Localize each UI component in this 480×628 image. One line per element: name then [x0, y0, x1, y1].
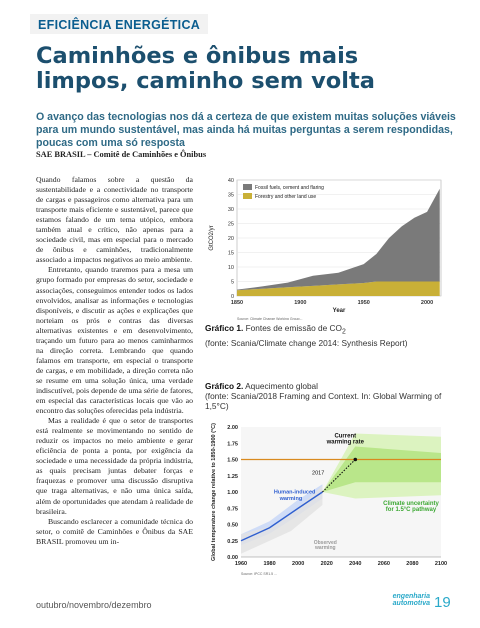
annotation-uncertainty: Climate uncertainty — [383, 501, 439, 507]
legend-swatch — [243, 184, 252, 190]
figure1-title: Fontes de emissão de CO — [245, 323, 342, 333]
issue-date: outubro/novembro/dezembro — [36, 600, 152, 610]
y-tick-label: 30 — [227, 207, 234, 213]
magazine-logo — [382, 593, 430, 607]
y-tick-label: 1.00 — [227, 490, 238, 496]
x-tick-label: 2000 — [292, 561, 305, 567]
y-tick-label: 35 — [227, 192, 234, 199]
y-tick-label: 0.75 — [227, 506, 238, 513]
x-tick-label: 2080 — [406, 561, 419, 567]
figure1-source: (fonte: Scania/Climate change 2014: Synthesis Report) — [205, 337, 408, 348]
y-tick-label: 40 — [227, 178, 234, 184]
y-tick-label: 0.50 — [227, 522, 238, 529]
y-tick-label: 15 — [227, 250, 234, 257]
x-axis-label: Year — [332, 308, 346, 314]
article-byline: SAE BRASIL – Comitê de Caminhões e Ônibus — [36, 150, 207, 159]
figure1-caption — [205, 323, 445, 348]
x-tick-label: 1960 — [234, 561, 248, 567]
y-tick-label: 2.00 — [227, 425, 238, 431]
article-title: Caminhões e ônibus mais limpos, caminho sem volta — [36, 43, 375, 94]
body-paragraph: Quando falamos sobre a questão da sustentabilidade e a conectividade no transporte de cargas e passageiros como alternativa para um transporte mais eficiente e sustentável, parece que estamos falando de um tema utópico, embora também atual e crítico, não apenas para a sociedade civil, mas em especial para o mercado de ônibus e caminhões, tradicionalmente associado a impactos negativos ao meio ambiente. — [36, 175, 193, 265]
legend-label: Forestry and other land use — [255, 194, 317, 200]
annotation-observed: Observed — [313, 540, 337, 546]
x-tick-label: 1950 — [357, 300, 370, 306]
source-note: Source: Climate Change Working Group... — [237, 317, 303, 320]
emissions-chart — [203, 174, 447, 320]
logo-line2: automotiva — [392, 600, 430, 607]
y-tick-label: 5 — [230, 279, 234, 286]
y-tick-label: 1.25 — [227, 473, 238, 480]
annotation-observed-2: warming — [315, 545, 336, 552]
body-paragraph: Mas a realidade é que o setor de transportes está realmente se movimentando no sentido de reduzir os impactos no meio ambiente e gerar eficiência de ponta a ponta, por exigência da sociedade e uma necessidade da própria indústria, as quais precisam juntas debater forças e fraquezas e promover uma discussão disruptiva que traga alternativas, e não uma única saída, além de oportunidades que atendam à realidade de brasileira. — [36, 416, 193, 516]
figure1-title-subscript: 2 — [341, 328, 346, 336]
article-body — [36, 175, 193, 547]
body-paragraph: Buscando esclarecer a comunidade técnica do setor, o comitê de Caminhões e Ônibus da SAE BRASIL promoveu um in- — [36, 516, 193, 546]
legend-label: Fossil fuels, cement and flaring — [255, 185, 324, 191]
logo-line1: engenharia — [392, 593, 430, 600]
figure2-caption — [205, 381, 445, 412]
y-tick-label: 0.25 — [227, 538, 238, 545]
x-tick-label: 1980 — [263, 561, 276, 567]
article-lead: O avanço das tecnologias nos dá a certeza de que existem muitas soluções viáveis para um mundo sustentável, mas ainda há muitas perguntas a serem respondidas, poucas com uma só resposta — [36, 111, 456, 149]
y-axis-label: GtCO2/yr — [209, 225, 215, 251]
y-tick-label: 1.75 — [227, 441, 238, 448]
legend-swatch — [243, 193, 252, 199]
y-tick-label: 1.50 — [227, 457, 238, 464]
y-axis-label: Global temperature change relative to 1850-1900 (°C) — [211, 423, 217, 561]
annotation-2017: 2017 — [312, 470, 325, 477]
y-tick-label: 0 — [230, 294, 234, 300]
x-tick-label: 2000 — [420, 300, 434, 306]
x-tick-label: 1900 — [294, 300, 307, 306]
annotation-human-induced-2: warming — [279, 495, 303, 502]
warming-chart — [205, 417, 447, 583]
x-tick-label: 2100 — [434, 561, 447, 567]
figure2-source: (fonte: Scania/2018 Framing and Context. In: Global Warming of 1,5°C) — [205, 391, 442, 412]
x-tick-label: 2020 — [320, 561, 333, 567]
body-paragraph: Entretanto, quando traremos para a mesa um grupo formado por empresas do setor, sociedade e associações, conseguimos entender todos os lados envolvidos, analisar as informações e tecnologias disponíveis, e discutir as ações e explicações que norteiam os prós e contras das diversas alternativas existentes e em desenvolvimento, traçando um futuro para ao menos caminharmos na direção correta. Lembrando que quando falamos em transporte, em especial o transporte de cargas, e em mobilidade, a direção correta não se resume em uma solução única, uma verdade indiscutível, pois depende de uma série de fatores, em especial das características locais que vão ao encontro das soluções oferecidas pela indústria. — [36, 265, 193, 416]
page-number: 19 — [434, 594, 451, 611]
annotation-current-rate-2: warming rate — [326, 439, 364, 446]
figure2-title: Aquecimento global — [245, 381, 319, 391]
x-tick-label: 2040 — [349, 561, 362, 567]
section-title: EFICIÊNCIA ENERGÉTICA — [38, 18, 201, 32]
y-tick-label: 0.00 — [227, 555, 238, 561]
figure1-label: Gráfico 1. — [205, 323, 244, 333]
section-tag — [30, 14, 208, 34]
projection-point — [353, 458, 357, 462]
annotation-current-rate: Current — [334, 433, 357, 440]
annotation-human-induced: Human-induced — [273, 489, 316, 496]
y-tick-label: 10 — [227, 265, 234, 271]
figure2-label: Gráfico 2. — [205, 381, 244, 391]
source-note: Source: IPCC SR1.5 ... — [241, 572, 277, 576]
y-tick-label: 25 — [227, 221, 234, 228]
x-tick-label: 1850 — [230, 300, 244, 306]
x-tick-label: 2060 — [377, 561, 390, 567]
y-tick-label: 20 — [227, 236, 234, 242]
annotation-uncertainty-2: for 1.5°C pathway — [385, 506, 437, 513]
